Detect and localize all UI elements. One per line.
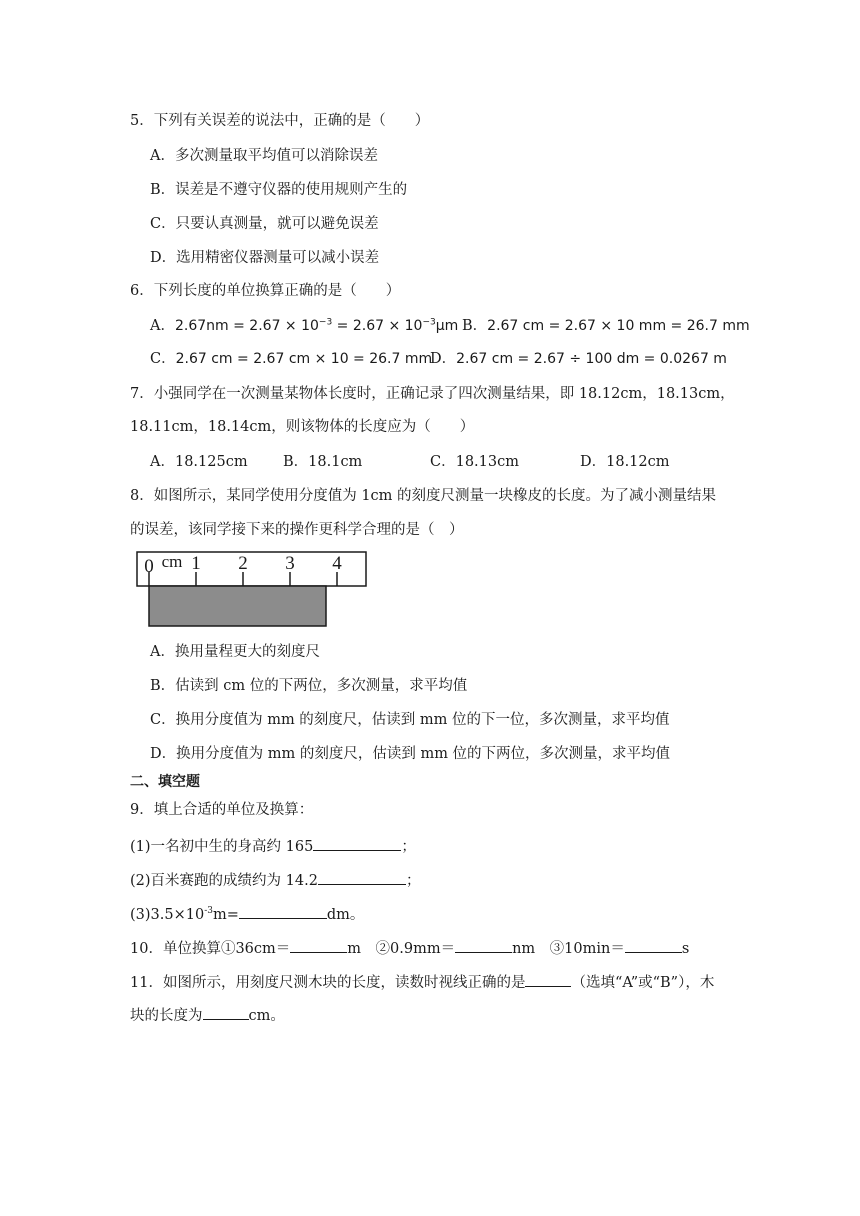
question-9-part-3: $(3)3.5\times 10^{-3}m=$ dm。	[130, 902, 364, 925]
answer-blank[interactable]	[239, 902, 327, 919]
ruler-tick-label: 3	[285, 553, 295, 574]
question-7-option-b: B．18.1cm	[283, 454, 363, 470]
answer-blank[interactable]	[525, 970, 571, 987]
option-c-formula: 2.67 cm = 2.67 cm × 10 = 26.7 mm	[175, 351, 433, 367]
question-5-option-b: B．误差是不遵守仪器的使用规则产生的	[150, 182, 408, 198]
question-6-option-d	[430, 349, 727, 369]
question-7-option-d: D．18.12cm	[580, 454, 670, 470]
ruler-unit-label: cm	[161, 552, 183, 571]
option-b-label: B．	[462, 318, 488, 334]
option-c-label: C．	[150, 351, 176, 367]
question-6-option-a	[150, 316, 458, 336]
ruler-tick-label: 4	[332, 553, 342, 574]
question-9-part-2: (2)百米赛跑的成绩约为 14.2 ；	[130, 868, 420, 891]
question-11-line2: 块的长度为 cm。	[130, 1003, 285, 1026]
question-9-part-1: (1)一名初中生的身高约 165 ；	[130, 834, 416, 857]
question-8-stem-line1: 8．如图所示，某同学使用分度值为 1cm 的刻度尺测量一块橡皮的长度。为了减小测量结果	[130, 488, 717, 504]
question-9-stem: 9．填上合适的单位及换算：	[130, 802, 314, 818]
question-8-option-d: D．换用分度值为 mm 的刻度尺，估读到 mm 位的下两位，多次测量，求平均值	[150, 746, 671, 762]
question-7-stem-line2: 18.11cm，18.14cm，则该物体的长度应为（ ）	[130, 419, 475, 435]
question-5-option-d: D．选用精密仪器测量可以减小误差	[150, 250, 380, 266]
question-5-stem: 5．下列有关误差的说法中，正确的是（ ）	[130, 113, 430, 129]
option-a-label: A．	[150, 318, 175, 334]
question-7-option-c: C．18.13cm	[430, 454, 519, 470]
option-d-formula: 2.67 cm = 2.67 ÷ 100 dm = 0.0267 m	[456, 351, 727, 367]
ruler-tick-label: 0	[144, 556, 154, 577]
question-11-line1: 11．如图所示，用刻度尺测木块的长度，读数时视线正确的是 （选填“A”或“B”），木	[130, 970, 714, 993]
question-6-option-b	[462, 316, 750, 336]
question-5-option-a: A．多次测量取平均值可以消除误差	[150, 148, 378, 164]
question-6-option-c	[150, 349, 432, 369]
answer-blank[interactable]	[318, 868, 406, 885]
question-8-option-c: C．换用分度值为 mm 的刻度尺，估读到 mm 位的下一位，多次测量，求平均值	[150, 712, 670, 728]
question-10: 10．单位换算①36cm＝ m ②0.9mm＝ nm ③10min＝ s	[130, 936, 689, 959]
eraser-block	[149, 586, 326, 626]
ruler-tick-label: 2	[238, 553, 248, 574]
question-5-option-c: C．只要认真测量，就可以避免误差	[150, 216, 379, 232]
question-7-stem-line1: 7．小强同学在一次测量某物体长度时，正确记录了四次测量结果，即 18.12cm，18.13cm，	[130, 386, 735, 402]
answer-blank[interactable]	[203, 1003, 249, 1020]
question-8-stem-line2: 的误差，该同学接下来的操作更科学合理的是（ ）	[130, 522, 464, 538]
question-8-option-a: A．换用量程更大的刻度尺	[150, 644, 320, 660]
answer-blank[interactable]	[625, 936, 682, 953]
option-b-formula: 2.67 cm = 2.67 × 10 mm = 26.7 mm	[487, 318, 750, 334]
ruler-tick-label: 1	[191, 553, 201, 574]
question-6-stem: 6．下列长度的单位换算正确的是（ ）	[130, 283, 401, 299]
answer-blank[interactable]	[313, 834, 401, 851]
section-heading: 二、填空题	[130, 774, 200, 790]
answer-blank[interactable]	[290, 936, 347, 953]
question-8-option-b: B．估读到 cm 位的下两位，多次测量，求平均值	[150, 678, 468, 694]
answer-blank[interactable]	[455, 936, 512, 953]
question-7-option-a: A．18.125cm	[150, 454, 248, 470]
ruler-diagram	[134, 546, 374, 632]
option-a-formula: $2.67nm = 2.67 \times 10^{-3} = 2.67 \times 10^{-3}\mu m$	[174, 317, 459, 334]
option-d-label: D．	[430, 351, 457, 367]
